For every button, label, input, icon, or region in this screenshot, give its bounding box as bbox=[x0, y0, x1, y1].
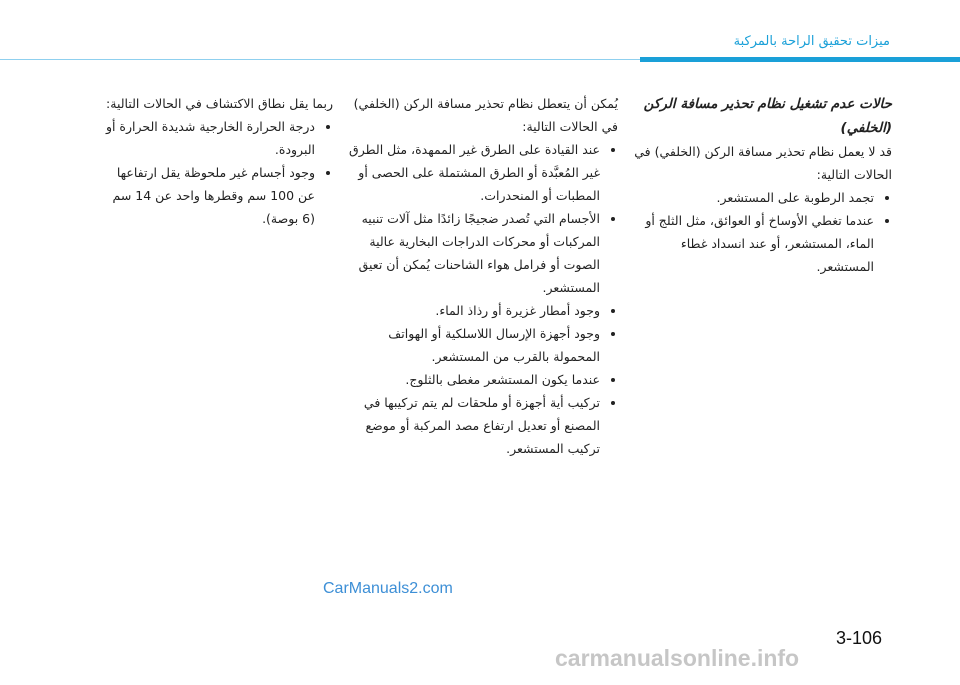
column-intro: قد لا يعمل نظام تحذير مسافة الركن (الخلفي) في الحالات التالية: bbox=[634, 144, 892, 182]
carmanuals-watermark: CarManuals2.com bbox=[323, 580, 453, 597]
column-not-operating bbox=[630, 92, 892, 278]
list-item: • درجة الحرارة الخارجية شديدة الحرارة أو البرودة. bbox=[105, 115, 315, 161]
bullet-list bbox=[348, 138, 618, 460]
list-item: • وجود أمطار غزيرة أو رذاذ الماء. bbox=[348, 299, 600, 322]
list-item: • عندما يكون المستشعر مغطى بالثلوج. bbox=[348, 368, 600, 391]
list-item: • تركيب أية أجهزة أو ملحقات لم يتم تركيبها في المصنع أو تعديل ارتفاع مصد المركبة أو موضع تركيب المستشعر. bbox=[348, 391, 600, 460]
column-intro: يُمكن أن يتعطل نظام تحذير مسافة الركن (الخلفي) في الحالات التالية: bbox=[353, 96, 618, 134]
list-item: • وجود أجهزة الإرسال اللاسلكية أو الهواتف المحمولة بالقرب من المستشعر. bbox=[348, 322, 600, 368]
column-reduced-range bbox=[105, 92, 333, 230]
list-item: • الأجسام التي تُصدر ضجيجًا زائدًا مثل آلات تنبيه المركبات أو محركات الدراجات البخارية عالية الصوت أو فرامل هواء الشاحنات يُمكن أن تعيق المستشعر. bbox=[348, 207, 600, 299]
list-item: • عند القيادة على الطرق غير الممهدة، مثل الطرق غير المُعبَّدة أو الطرق المشتملة على الحصى أو المطبات أو المنحدرات. bbox=[348, 138, 600, 207]
list-item: • تجمد الرطوبة على المستشعر. bbox=[630, 186, 874, 209]
section-header-title: ميزات تحقيق الراحة بالمركبة bbox=[733, 34, 890, 49]
column-intro: ربما يقل نطاق الاكتشاف في الحالات التالية: bbox=[106, 96, 333, 111]
list-item: • عندما تغطي الأوساخ أو العوائق، مثل الثلج أو الماء، المستشعر، أو عند انسداد غطاء المستشعر. bbox=[630, 209, 874, 278]
bullet-list bbox=[105, 115, 333, 230]
site-watermark: carmanualsonline.info bbox=[555, 645, 800, 671]
section-title: حالات عدم تشغيل نظام تحذير مسافة الركن (الخلفي) bbox=[643, 96, 892, 136]
list-item: • وجود أجسام غير ملحوظة يقل ارتفاعها عن 100 سم وقطرها واحد عن 14 سم (6 بوصة). bbox=[105, 161, 315, 230]
page-number: 3-106 bbox=[836, 628, 883, 648]
header-accent-bar bbox=[640, 57, 960, 62]
column-malfunction bbox=[348, 92, 618, 460]
bullet-list bbox=[630, 186, 892, 278]
